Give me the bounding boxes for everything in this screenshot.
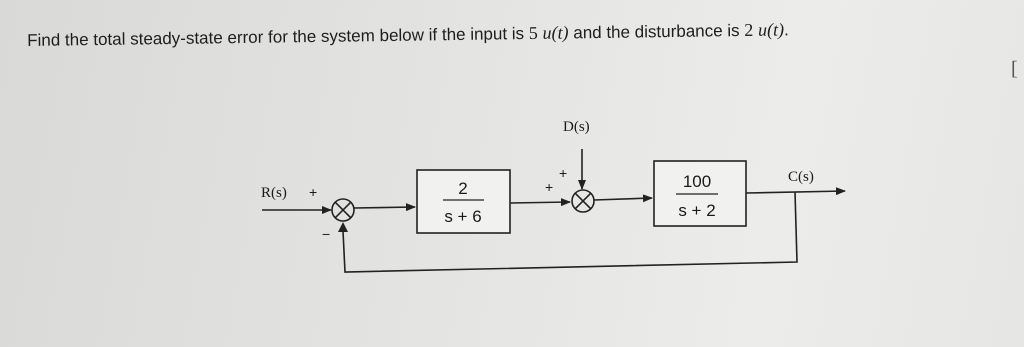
block2-denominator: s + 2 (678, 201, 716, 220)
disturbance-function: u(t) (757, 19, 785, 40)
feedback-arrowhead (338, 222, 348, 232)
input-coefficient: 5 (528, 22, 538, 43)
question-text-3: . (783, 20, 789, 40)
summing-junction-2 (572, 190, 594, 212)
input-function: u(t) (542, 22, 569, 43)
block1-numerator: 2 (458, 179, 468, 198)
block2-numerator: 100 (682, 172, 712, 191)
block1-denominator: s + 6 (444, 207, 482, 226)
input-label: R(s) (261, 185, 287, 201)
output-label: C(s) (788, 169, 814, 185)
error-signal-line (354, 207, 415, 208)
question-text-1: Find the total steady-state error for the system below if the input is (27, 23, 529, 50)
question-text-2: and the disturbance is (568, 20, 745, 43)
block1-output-line (510, 202, 570, 203)
sum2-output-line (594, 198, 652, 200)
sum1-plus-sign: + (309, 184, 318, 200)
disturbance-coefficient: 2 (744, 19, 754, 40)
summing-junction-1 (332, 199, 354, 221)
sum1-minus-sign: − (322, 226, 331, 242)
sum2-left-plus-sign: + (545, 179, 554, 195)
sum2-top-plus-sign: + (559, 165, 568, 181)
disturbance-label: D(s) (563, 119, 590, 135)
cropped-bracket-mark: [ (1011, 58, 1018, 80)
